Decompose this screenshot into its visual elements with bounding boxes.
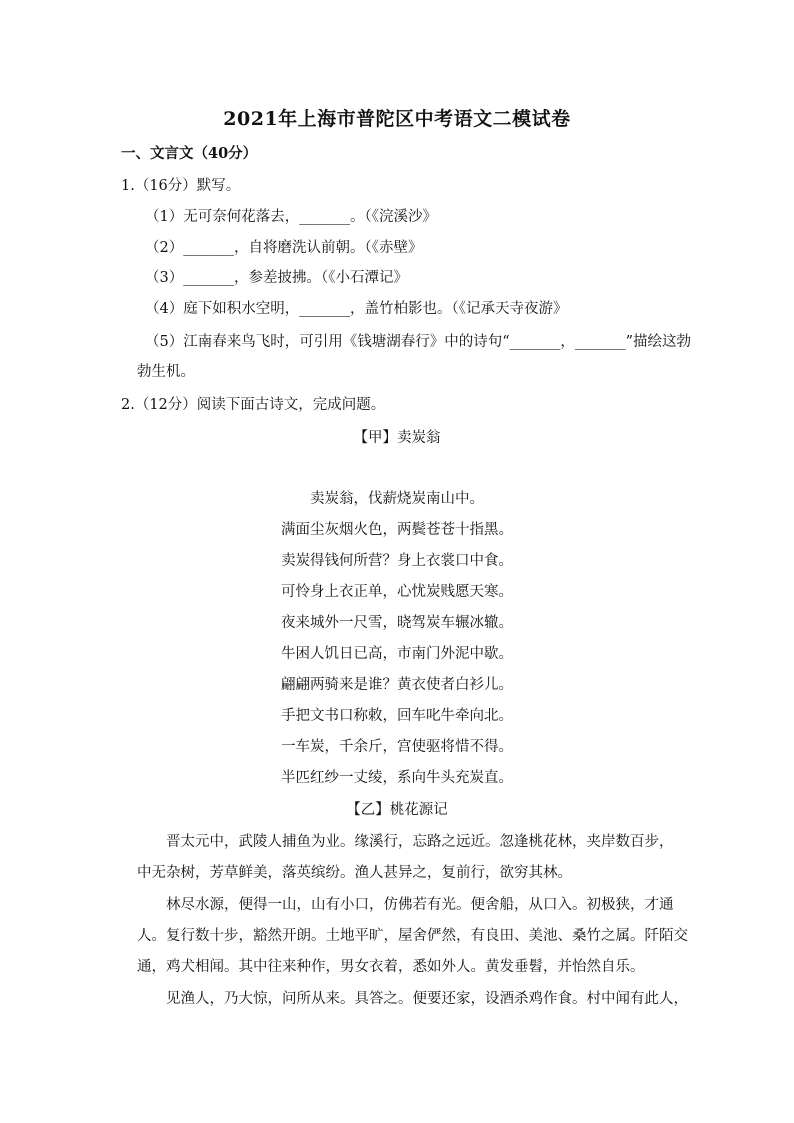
poem-line: 翩翩两骑来是谁？黄衣使者白衫儿。 <box>281 677 513 693</box>
question-1-item-3: （3）_______，参差披拂。（《小石潭记》 <box>145 270 408 286</box>
question-1-item-5-cont: 勃生机。 <box>137 364 195 380</box>
poem-line: 夜来城外一尺雪，晓驾炭车辗冰辙。 <box>281 615 513 631</box>
prose-line: 见渔人，乃大惊，问所从来。具答之。便要还家，设酒杀鸡作食。村中闻有此人， <box>137 991 688 1007</box>
poem-line: 卖炭得钱何所营？身上衣裳口中食。 <box>281 553 513 569</box>
poem-line: 卖炭翁，伐薪烧炭南山中。 <box>310 491 484 507</box>
poem-line: 可怜身上衣正单，心忧炭贱愿天寒。 <box>281 584 513 600</box>
question-1-item-4: （4）庭下如积水空明，_______，盖竹柏影也。（《记承天寺夜游》 <box>145 301 568 317</box>
question-1-stem: 1.（16分）默写。 <box>121 178 241 194</box>
section-heading: 一、文言文（40分） <box>121 145 258 162</box>
prose-line: 人。复行数十步，豁然开朗。土地平旷，屋舍俨然，有良田、美池、桑竹之属。阡陌交 <box>137 928 688 944</box>
poem-line: 满面尘灰烟火色，两鬓苍苍十指黑。 <box>281 522 513 538</box>
prose-line: 通，鸡犬相闻。其中往来种作，男女衣着，悉如外人。黄发垂髫，并怡然自乐。 <box>137 959 645 975</box>
question-1-item-2: （2）_______，自将磨洗认前朝。（《赤壁》 <box>145 240 423 256</box>
page-title: 2021年上海市普陀区中考语文二模试卷 <box>223 108 571 130</box>
poem-line: 一车炭，千余斤，宫使驱将惜不得。 <box>281 739 513 755</box>
prose-line: 晋太元中，武陵人捕鱼为业。缘溪行，忘路之远近。忽逢桃花林，夹岸数百步， <box>137 834 674 850</box>
question-1-item-1: （1）无可奈何花落去，_______。（《浣溪沙》 <box>145 209 437 225</box>
poem-title: 【甲】卖炭翁 <box>353 430 441 446</box>
prose-title: 【乙】桃花源记 <box>346 802 448 818</box>
question-1-item-5: （5）江南春来鸟飞时，可引用《钱塘湖春行》中的诗句“_______，_______”描绘这勃 <box>145 334 692 350</box>
poem-line: 半匹红纱一丈绫，系向牛头充炭直。 <box>281 770 513 786</box>
question-2-stem: 2.（12分）阅读下面古诗文，完成问题。 <box>121 397 386 413</box>
poem-line: 手把文书口称敕，回车叱牛牵向北。 <box>281 708 513 724</box>
prose-line: 中无杂树，芳草鲜美，落英缤纷。渔人甚异之，复前行，欲穷其林。 <box>137 865 572 881</box>
poem-line: 牛困人饥日已高，市南门外泥中歇。 <box>281 646 513 662</box>
prose-line: 林尽水源，便得一山，山有小口，仿佛若有光。便舍船，从口入。初极狭，才通 <box>137 897 674 913</box>
